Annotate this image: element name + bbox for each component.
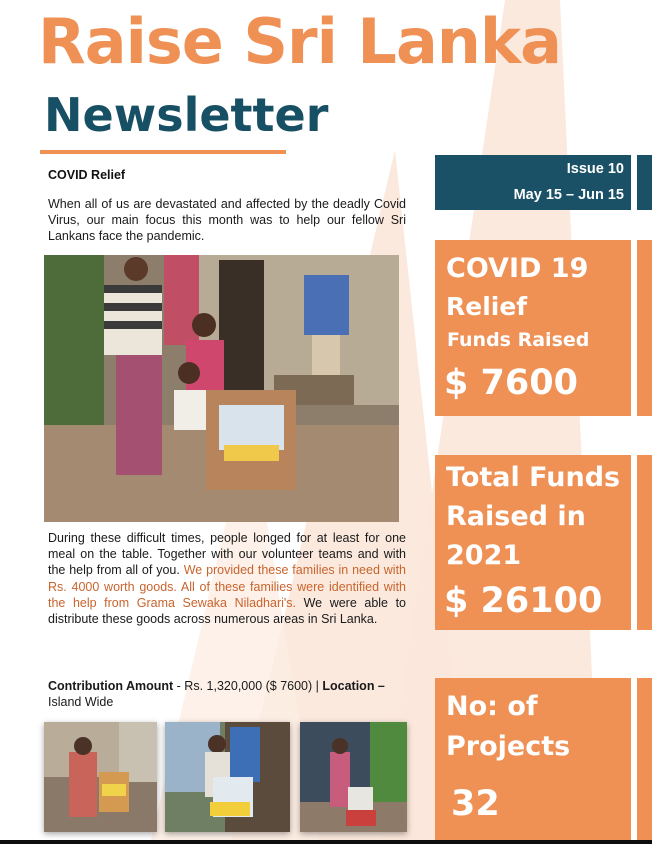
card-edge [637,240,652,416]
card-line: Relief [446,292,528,321]
contribution-value: - Rs. 1,320,000 ($ 7600) | [173,679,323,693]
card-label: Funds Raised [447,329,590,351]
card-line: COVID 19 [446,253,589,284]
location-value: Island Wide [48,695,114,710]
body-text-part1: During these difficult times, people longed for at least for one meal on the table. Together with our volunteer teams and with the help from all of you. [48,531,406,578]
thumbnail-photo [44,722,157,832]
newsletter-title: Raise Sri Lanka [38,5,561,78]
stat-card-covid-relief [435,240,631,416]
body-text-part2: We were able to distribute these goods across numerous areas in Sri Lanka. [48,595,406,627]
issue-banner [435,155,631,210]
section-heading: COVID Relief [48,168,126,182]
card-amount: 32 [451,784,500,824]
issue-banner-edge [637,155,652,210]
card-line: Raised in [446,501,586,532]
thumbnail-photo [300,722,407,832]
card-line: No: of [446,691,538,722]
card-line: Total Funds [446,462,621,493]
issue-number: Issue 10 [566,161,624,177]
stat-card-projects [435,678,631,844]
intro-paragraph: When all of us are devastated and affected by the deadly Covid Virus, our main focus this month was to help our fellow Sri Lankans face the pandemic. [48,197,406,244]
contribution-label: Contribution Amount [48,679,174,693]
card-amount: $ 7600 [444,363,578,403]
contribution-line [48,678,406,710]
card-edge [637,678,652,844]
newsletter-subtitle: Newsletter [44,88,329,142]
main-photo [44,255,399,522]
bottom-border [0,840,652,844]
issue-dates: May 15 – Jun 15 [513,187,624,203]
title-underline [40,150,286,154]
card-edge [637,455,652,630]
body-text-highlight: We provided these families in need with Rs. 4000 worth goods. All of these families were identified with the help from Grama Sewaka Niladhari's. [48,563,406,610]
stat-card-total-funds [435,455,631,630]
body-paragraph [48,530,406,627]
thumbnail-photo [165,722,290,832]
card-line: Projects [446,731,571,762]
location-label: Location – [322,679,385,693]
card-amount: $ 26100 [444,581,603,621]
card-line: 2021 [446,540,522,571]
